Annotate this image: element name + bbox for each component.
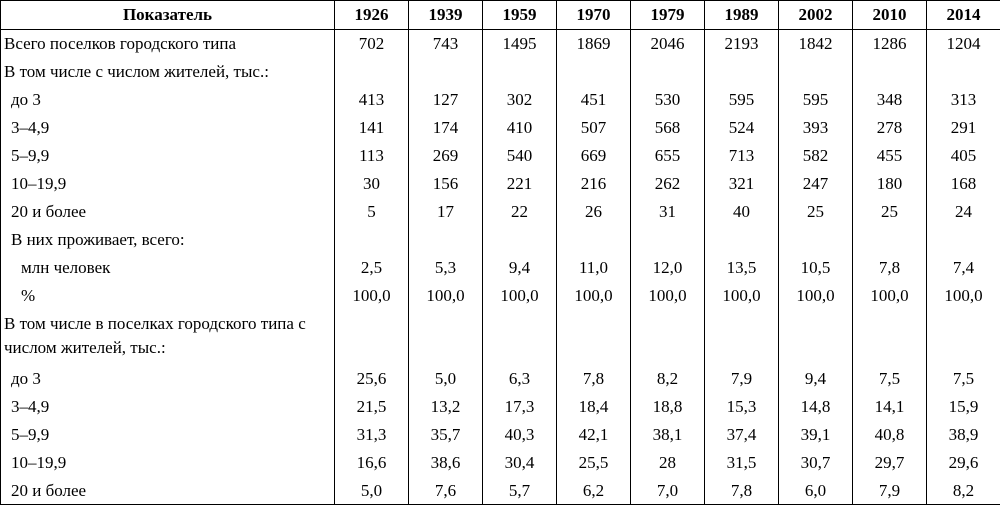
table-cell: 5,0 bbox=[335, 477, 409, 505]
table-cell: 5,7 bbox=[483, 477, 557, 505]
table-cell: 455 bbox=[853, 142, 927, 170]
table-row bbox=[1, 449, 1000, 477]
table-cell: 507 bbox=[557, 114, 631, 142]
table-cell bbox=[409, 310, 483, 365]
table-cell: 14,8 bbox=[779, 393, 853, 421]
table-cell: 35,7 bbox=[409, 421, 483, 449]
table-cell bbox=[705, 58, 779, 86]
table-cell: 168 bbox=[927, 170, 1000, 198]
table-row bbox=[1, 170, 1000, 198]
table-cell: 216 bbox=[557, 170, 631, 198]
table-cell: 6,3 bbox=[483, 365, 557, 393]
year-header: 2014 bbox=[927, 1, 1000, 30]
table-cell: 1869 bbox=[557, 30, 631, 59]
table-cell: 6,0 bbox=[779, 477, 853, 505]
table-cell: 100,0 bbox=[705, 282, 779, 310]
table-cell bbox=[557, 310, 631, 365]
table-cell: 156 bbox=[409, 170, 483, 198]
table-cell bbox=[409, 226, 483, 254]
row-label: Всего поселков городского типа bbox=[1, 30, 335, 59]
table-cell: 7,5 bbox=[853, 365, 927, 393]
table-cell: 8,2 bbox=[631, 365, 705, 393]
table-cell: 540 bbox=[483, 142, 557, 170]
table-cell: 26 bbox=[557, 198, 631, 226]
table-cell: 30 bbox=[335, 170, 409, 198]
table-cell bbox=[853, 310, 927, 365]
table-cell: 7,9 bbox=[705, 365, 779, 393]
table-cell: 348 bbox=[853, 86, 927, 114]
table-cell: 713 bbox=[705, 142, 779, 170]
table-cell: 37,4 bbox=[705, 421, 779, 449]
table-cell: 40,8 bbox=[853, 421, 927, 449]
table-cell: 1286 bbox=[853, 30, 927, 59]
table-cell: 269 bbox=[409, 142, 483, 170]
year-header: 1926 bbox=[335, 1, 409, 30]
year-header: 2002 bbox=[779, 1, 853, 30]
table-cell: 174 bbox=[409, 114, 483, 142]
row-label: % bbox=[1, 282, 335, 310]
table-cell: 7,8 bbox=[557, 365, 631, 393]
table-cell: 7,8 bbox=[853, 254, 927, 282]
table-cell: 113 bbox=[335, 142, 409, 170]
table-cell: 582 bbox=[779, 142, 853, 170]
table-row bbox=[1, 393, 1000, 421]
table-body bbox=[1, 30, 1000, 505]
table-row bbox=[1, 226, 1000, 254]
table-cell: 39,1 bbox=[779, 421, 853, 449]
table-cell: 1495 bbox=[483, 30, 557, 59]
table-row bbox=[1, 58, 1000, 86]
row-label: 3–4,9 bbox=[1, 114, 335, 142]
table-cell: 31 bbox=[631, 198, 705, 226]
table-cell: 8,2 bbox=[927, 477, 1000, 505]
table-cell: 5,0 bbox=[409, 365, 483, 393]
table-cell: 291 bbox=[927, 114, 1000, 142]
table-cell: 10,5 bbox=[779, 254, 853, 282]
table-cell bbox=[335, 226, 409, 254]
table-cell: 29,6 bbox=[927, 449, 1000, 477]
table-cell bbox=[557, 226, 631, 254]
table-row bbox=[1, 477, 1000, 505]
table-cell bbox=[631, 226, 705, 254]
table-cell: 28 bbox=[631, 449, 705, 477]
table-cell: 100,0 bbox=[927, 282, 1000, 310]
row-label: 10–19,9 bbox=[1, 449, 335, 477]
table-cell: 30,4 bbox=[483, 449, 557, 477]
table-cell: 11,0 bbox=[557, 254, 631, 282]
table-cell: 100,0 bbox=[853, 282, 927, 310]
table-cell: 22 bbox=[483, 198, 557, 226]
table-cell: 127 bbox=[409, 86, 483, 114]
table-cell bbox=[927, 58, 1000, 86]
table-cell: 247 bbox=[779, 170, 853, 198]
table-cell: 25 bbox=[853, 198, 927, 226]
table-row bbox=[1, 421, 1000, 449]
table-cell: 17,3 bbox=[483, 393, 557, 421]
table-row bbox=[1, 30, 1000, 59]
table-cell: 15,9 bbox=[927, 393, 1000, 421]
table-cell: 7,6 bbox=[409, 477, 483, 505]
table-cell: 669 bbox=[557, 142, 631, 170]
table-cell: 100,0 bbox=[335, 282, 409, 310]
table-cell: 530 bbox=[631, 86, 705, 114]
table-cell: 743 bbox=[409, 30, 483, 59]
row-label: 3–4,9 bbox=[1, 393, 335, 421]
table-cell: 410 bbox=[483, 114, 557, 142]
header-row bbox=[1, 1, 1000, 30]
table-cell bbox=[483, 310, 557, 365]
table-cell: 1204 bbox=[927, 30, 1000, 59]
row-label: до 3 bbox=[1, 86, 335, 114]
table-cell: 9,4 bbox=[483, 254, 557, 282]
row-label: В них проживает, всего: bbox=[1, 226, 335, 254]
table-cell: 13,5 bbox=[705, 254, 779, 282]
table-cell: 7,0 bbox=[631, 477, 705, 505]
table-cell: 38,1 bbox=[631, 421, 705, 449]
table-cell: 18,4 bbox=[557, 393, 631, 421]
table-cell: 7,9 bbox=[853, 477, 927, 505]
table-cell bbox=[631, 310, 705, 365]
table-cell: 5 bbox=[335, 198, 409, 226]
table-cell bbox=[853, 226, 927, 254]
table-cell: 31,5 bbox=[705, 449, 779, 477]
table-cell: 100,0 bbox=[557, 282, 631, 310]
table-cell: 451 bbox=[557, 86, 631, 114]
row-label: 20 и более bbox=[1, 198, 335, 226]
table-cell bbox=[779, 310, 853, 365]
table-cell: 25 bbox=[779, 198, 853, 226]
table-cell: 25,6 bbox=[335, 365, 409, 393]
table-row bbox=[1, 254, 1000, 282]
table-cell: 100,0 bbox=[779, 282, 853, 310]
table-cell: 405 bbox=[927, 142, 1000, 170]
table-cell: 9,4 bbox=[779, 365, 853, 393]
table-cell bbox=[335, 58, 409, 86]
table-cell: 278 bbox=[853, 114, 927, 142]
table-cell: 321 bbox=[705, 170, 779, 198]
table-cell: 13,2 bbox=[409, 393, 483, 421]
row-label: 5–9,9 bbox=[1, 142, 335, 170]
table-cell bbox=[557, 58, 631, 86]
table-row bbox=[1, 365, 1000, 393]
table-cell bbox=[483, 226, 557, 254]
table-cell: 7,4 bbox=[927, 254, 1000, 282]
row-label: 20 и более bbox=[1, 477, 335, 505]
table-cell: 313 bbox=[927, 86, 1000, 114]
year-header: 2010 bbox=[853, 1, 927, 30]
table-cell: 302 bbox=[483, 86, 557, 114]
table-cell: 29,7 bbox=[853, 449, 927, 477]
header-label: Показатель bbox=[1, 1, 335, 30]
year-header: 1939 bbox=[409, 1, 483, 30]
table-cell bbox=[927, 310, 1000, 365]
table-cell: 7,8 bbox=[705, 477, 779, 505]
year-header: 1970 bbox=[557, 1, 631, 30]
table-cell: 31,3 bbox=[335, 421, 409, 449]
table-cell: 595 bbox=[705, 86, 779, 114]
table-cell: 702 bbox=[335, 30, 409, 59]
table-cell: 393 bbox=[779, 114, 853, 142]
table-cell: 2046 bbox=[631, 30, 705, 59]
table-cell: 21,5 bbox=[335, 393, 409, 421]
table-cell: 25,5 bbox=[557, 449, 631, 477]
table-cell: 180 bbox=[853, 170, 927, 198]
table-cell: 2,5 bbox=[335, 254, 409, 282]
table-cell bbox=[705, 226, 779, 254]
table-cell: 40,3 bbox=[483, 421, 557, 449]
table-cell bbox=[483, 58, 557, 86]
table-cell: 100,0 bbox=[409, 282, 483, 310]
table-cell: 568 bbox=[631, 114, 705, 142]
table-cell: 15,3 bbox=[705, 393, 779, 421]
row-label: 5–9,9 bbox=[1, 421, 335, 449]
row-label: млн человек bbox=[1, 254, 335, 282]
table-cell: 5,3 bbox=[409, 254, 483, 282]
table-row bbox=[1, 142, 1000, 170]
table-cell: 100,0 bbox=[631, 282, 705, 310]
table-cell bbox=[631, 58, 705, 86]
table-cell: 42,1 bbox=[557, 421, 631, 449]
table-row bbox=[1, 114, 1000, 142]
table-cell: 2193 bbox=[705, 30, 779, 59]
year-header: 1959 bbox=[483, 1, 557, 30]
table-cell: 14,1 bbox=[853, 393, 927, 421]
table-cell: 12,0 bbox=[631, 254, 705, 282]
row-label: до 3 bbox=[1, 365, 335, 393]
table-cell: 24 bbox=[927, 198, 1000, 226]
table-cell: 1842 bbox=[779, 30, 853, 59]
table-cell bbox=[409, 58, 483, 86]
year-header: 1989 bbox=[705, 1, 779, 30]
table-cell: 7,5 bbox=[927, 365, 1000, 393]
row-label: В том числе в поселках городского типа с числом жителей, тыс.: bbox=[1, 310, 335, 365]
table-cell: 221 bbox=[483, 170, 557, 198]
table-cell bbox=[779, 226, 853, 254]
table-cell: 141 bbox=[335, 114, 409, 142]
table-cell: 6,2 bbox=[557, 477, 631, 505]
table-cell: 18,8 bbox=[631, 393, 705, 421]
year-header: 1979 bbox=[631, 1, 705, 30]
table-row bbox=[1, 198, 1000, 226]
table-cell bbox=[927, 226, 1000, 254]
table-cell bbox=[853, 58, 927, 86]
table-cell: 595 bbox=[779, 86, 853, 114]
table-cell bbox=[335, 310, 409, 365]
table-row bbox=[1, 310, 1000, 365]
table-cell: 16,6 bbox=[335, 449, 409, 477]
row-label: 10–19,9 bbox=[1, 170, 335, 198]
table-cell: 17 bbox=[409, 198, 483, 226]
table-cell: 30,7 bbox=[779, 449, 853, 477]
table-cell: 262 bbox=[631, 170, 705, 198]
table-cell bbox=[705, 310, 779, 365]
table-cell: 38,6 bbox=[409, 449, 483, 477]
table-cell bbox=[779, 58, 853, 86]
table-cell: 100,0 bbox=[483, 282, 557, 310]
table-cell: 524 bbox=[705, 114, 779, 142]
table-row bbox=[1, 86, 1000, 114]
table-cell: 413 bbox=[335, 86, 409, 114]
table-cell: 40 bbox=[705, 198, 779, 226]
table-cell: 655 bbox=[631, 142, 705, 170]
table-cell: 38,9 bbox=[927, 421, 1000, 449]
table-row bbox=[1, 282, 1000, 310]
row-label: В том числе с числом жителей, тыс.: bbox=[1, 58, 335, 86]
